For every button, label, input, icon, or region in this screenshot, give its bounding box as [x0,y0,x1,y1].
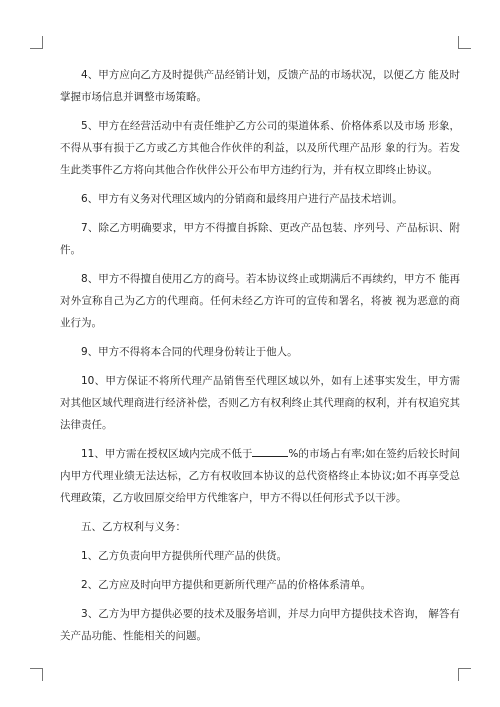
fill-in-blank [252,456,288,457]
document-body [60,64,460,654]
paragraph-7: 7、除乙方明确要求，甲方不得擅自拆除、更改产品包装、序列号、产品标识、附件。 [60,222,460,256]
paragraph-8: 8、甲方不得擅自使用乙方的商号。若本协议终止或期满后不再续约，甲方不 能再对外宣称自己为乙方的代理商。任何未经乙方许可的宣传和署名，将被 视为恶意的商业行为。 [60,273,460,329]
party-b-item-2: 2、乙方应及时向甲方提供和更新所代理产品的价格体系清单。 [81,579,372,591]
corner-mark-top-right [458,36,471,49]
paragraph-9: 9、甲方不得将本合同的代理身份转让于他人。 [81,346,298,358]
party-b-item-1: 1、乙方负责向甲方提供所代理产品的供货。 [81,550,288,562]
paragraph-4: 4、甲方应向乙方及时提供产品经销计划，反馈产品的市场状况，以便乙方 能及时掌握市场信息并调整市场策略。 [60,69,460,103]
party-b-item-3: 3、乙方为甲方提供必要的技术及服务培训，并尽力向甲方提供技术咨询， 解答有关产品功能、性能相关的问题。 [60,608,460,642]
paragraph-6: 6、甲方有义务对代理区域内的分销商和最终用户进行产品技术培训。 [81,193,403,205]
section-heading: 五、乙方权利与义务： [81,521,186,533]
corner-mark-bottom-left [30,668,43,681]
corner-mark-bottom-right [458,668,471,681]
paragraph-11 [60,443,460,509]
paragraph-5: 5、甲方在经营活动中有责任维护乙方公司的渠道体系、价格体系以及市场 形象，不得从事有损于乙方或乙方其他合作伙伴的利益，以及所代理产品形 象的行为。若发生此类事件乙方将向其他合作伙伴公开公布甲方违约行为，并有权立即终止协议。 [60,120,460,176]
corner-mark-top-left [30,36,43,49]
paragraph-11-end: %的市场占有率;如在签约后较长时间内甲方代理业绩无法达标，乙方有权收回本协议的总代资格终止本协议;如不再享受总代理政策，乙方收回原交给甲方代维客户，甲方不得以任何形式予以干涉。 [60,448,460,504]
paragraph-10: 10、甲方保证不将所代理产品销售至代理区域以外，如有上述事实发生，甲方需对其他区域代理商进行经济补偿，否则乙方有权利终止其代理商的权利，并有权追究其法律责任。 [60,375,460,431]
paragraph-11-start: 11、甲方需在授权区域内完成不低于 [81,448,253,460]
